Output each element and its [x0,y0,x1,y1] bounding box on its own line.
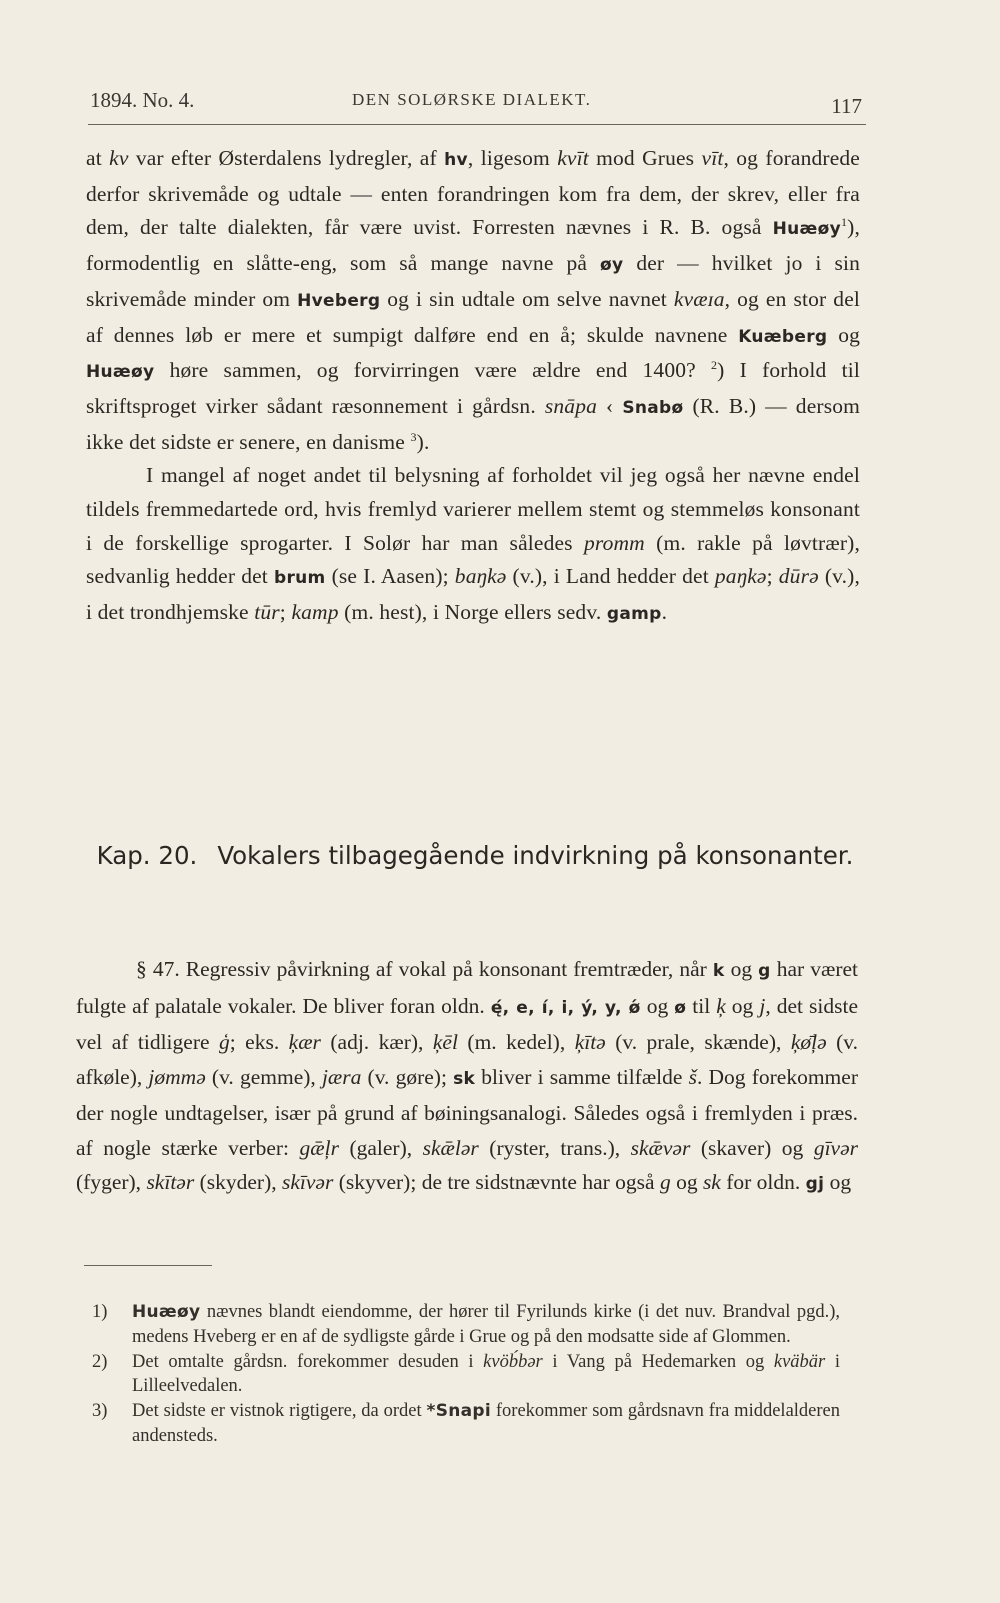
main-text [86,142,860,632]
section-47-paragraph: § 47. Regressiv påvirkning af vokal på konsonant fremtræder, når k og g har været fulgte af palatale vokaler. De bliver foran oldn. ę́, e, í, i, ý, y, ǿ og ø til ķ og j, det sidste vel af tidligere ģ; eks. ķær (adj. kær), ķēl (m. kedel), ķītə (v. prale, skænde), ķø̄ļə (v. afkøle), jømmə (v. gemme), jæra (v. gøre); sk bliver i samme tilfælde š. Dog forekommer der nogle undtagelser, især på grund af bøiningsanalogi. Således også i fremlyden i præs. af nogle stærke verber: gǣļr (galer), skǣlər (ryster, trans.), skǣvər (skaver) og gīvər (fyger), skītər (skyder), skīvər (skyver); de tre sidstnævnte har også g og sk for oldn. gj og [76,957,859,1194]
chapter-number: Kap. 20. [96,841,198,870]
paragraph-1: at kv var efter Østerdalens lydregler, af hv, ligesom kvīt mod Grues vīt, og forandrede derfor skrivemåde og udtale — enten forandringen kom fra dem, der skrev, eller fra dem, der talte dialekten, får være uvist. Forresten nævnes i R. B. også Huæøy$^1$), formodentlig en slåtte-eng, som så mange navne på øy der — hvilket jo i sin skrivemåde minder om Hveberg og i sin udtale om selve navnet kvæɪa, og en stor del af dennes løb er mere et sumpigt dalføre end en å; skulde navnene Kuæberg og Huæøy høre sammen, og forvirringen være ældre end 1400? $^2$) I forhold til skriftsproget virker sådant ræsonnement i gårdsn. snāpa ‹ Snabø (R. B.) — dersom ikke det sidste er senere, en danisme $^3$). [86,146,861,454]
footnote-ref-3: 3 [410,429,417,444]
footnote-ref-2: 2 [710,358,718,373]
chapter-title: Vokalers tilbagegående indvirkning på konsonanter. [217,841,854,870]
header-title: DEN SOLØRSKE DIALEKT. [352,90,592,109]
footnote-mark: 3) [92,1401,108,1422]
footnote-mark: 1) [92,1302,108,1322]
header-issue: 1894. No. 4. [90,88,195,112]
header-rule [88,124,866,125]
page-number: 117 [831,94,862,118]
footnote-rule [84,1265,212,1266]
footnote-3: 3) Det sidste er vistnok rigtigere, da ordet *Snapi forekommer som gårdsnavn fra middelalderen andensteds. [92,1401,841,1446]
footnote-ref-1: 1 [841,215,848,230]
footnotes [88,1300,840,1449]
footnote-1: 1) Huæøy nævnes blandt eiendomme, der hører til Fyrilunds kirke (i det nuv. Brandval pgd.), medens Hveberg er en af de sydligste gårde i Grue og på den modsatte side af Glommen. [92,1302,840,1347]
paragraph-2: I mangel af noget andet til belysning af forholdet vil jeg også her nævne endel tildels fremmedartede ord, hvis fremlyd varierer mellem stemt og stemmeløs konsonant i de forskellige sprogarter. I Solør har man således promm (m. rakle på løvtrær), sedvanlig hedder det brum (se I. Aasen); baŋkə (v.), i Land hedder det paŋkə; dūrə (v.), i det trondhjemske tūr; kamp (m. hest), i Norge ellers sedv. gamp. [86,463,861,625]
footnote-2: 2) Det omtalte gårdsn. forekommer desuden i kvöb́bər i Vang på Hedemarken og kväbär i Lilleelvedalen. [92,1351,841,1397]
running-header [90,88,862,124]
section-47 [76,952,858,1202]
footnote-mark: 2) [92,1351,108,1372]
chapter-heading [90,834,860,878]
